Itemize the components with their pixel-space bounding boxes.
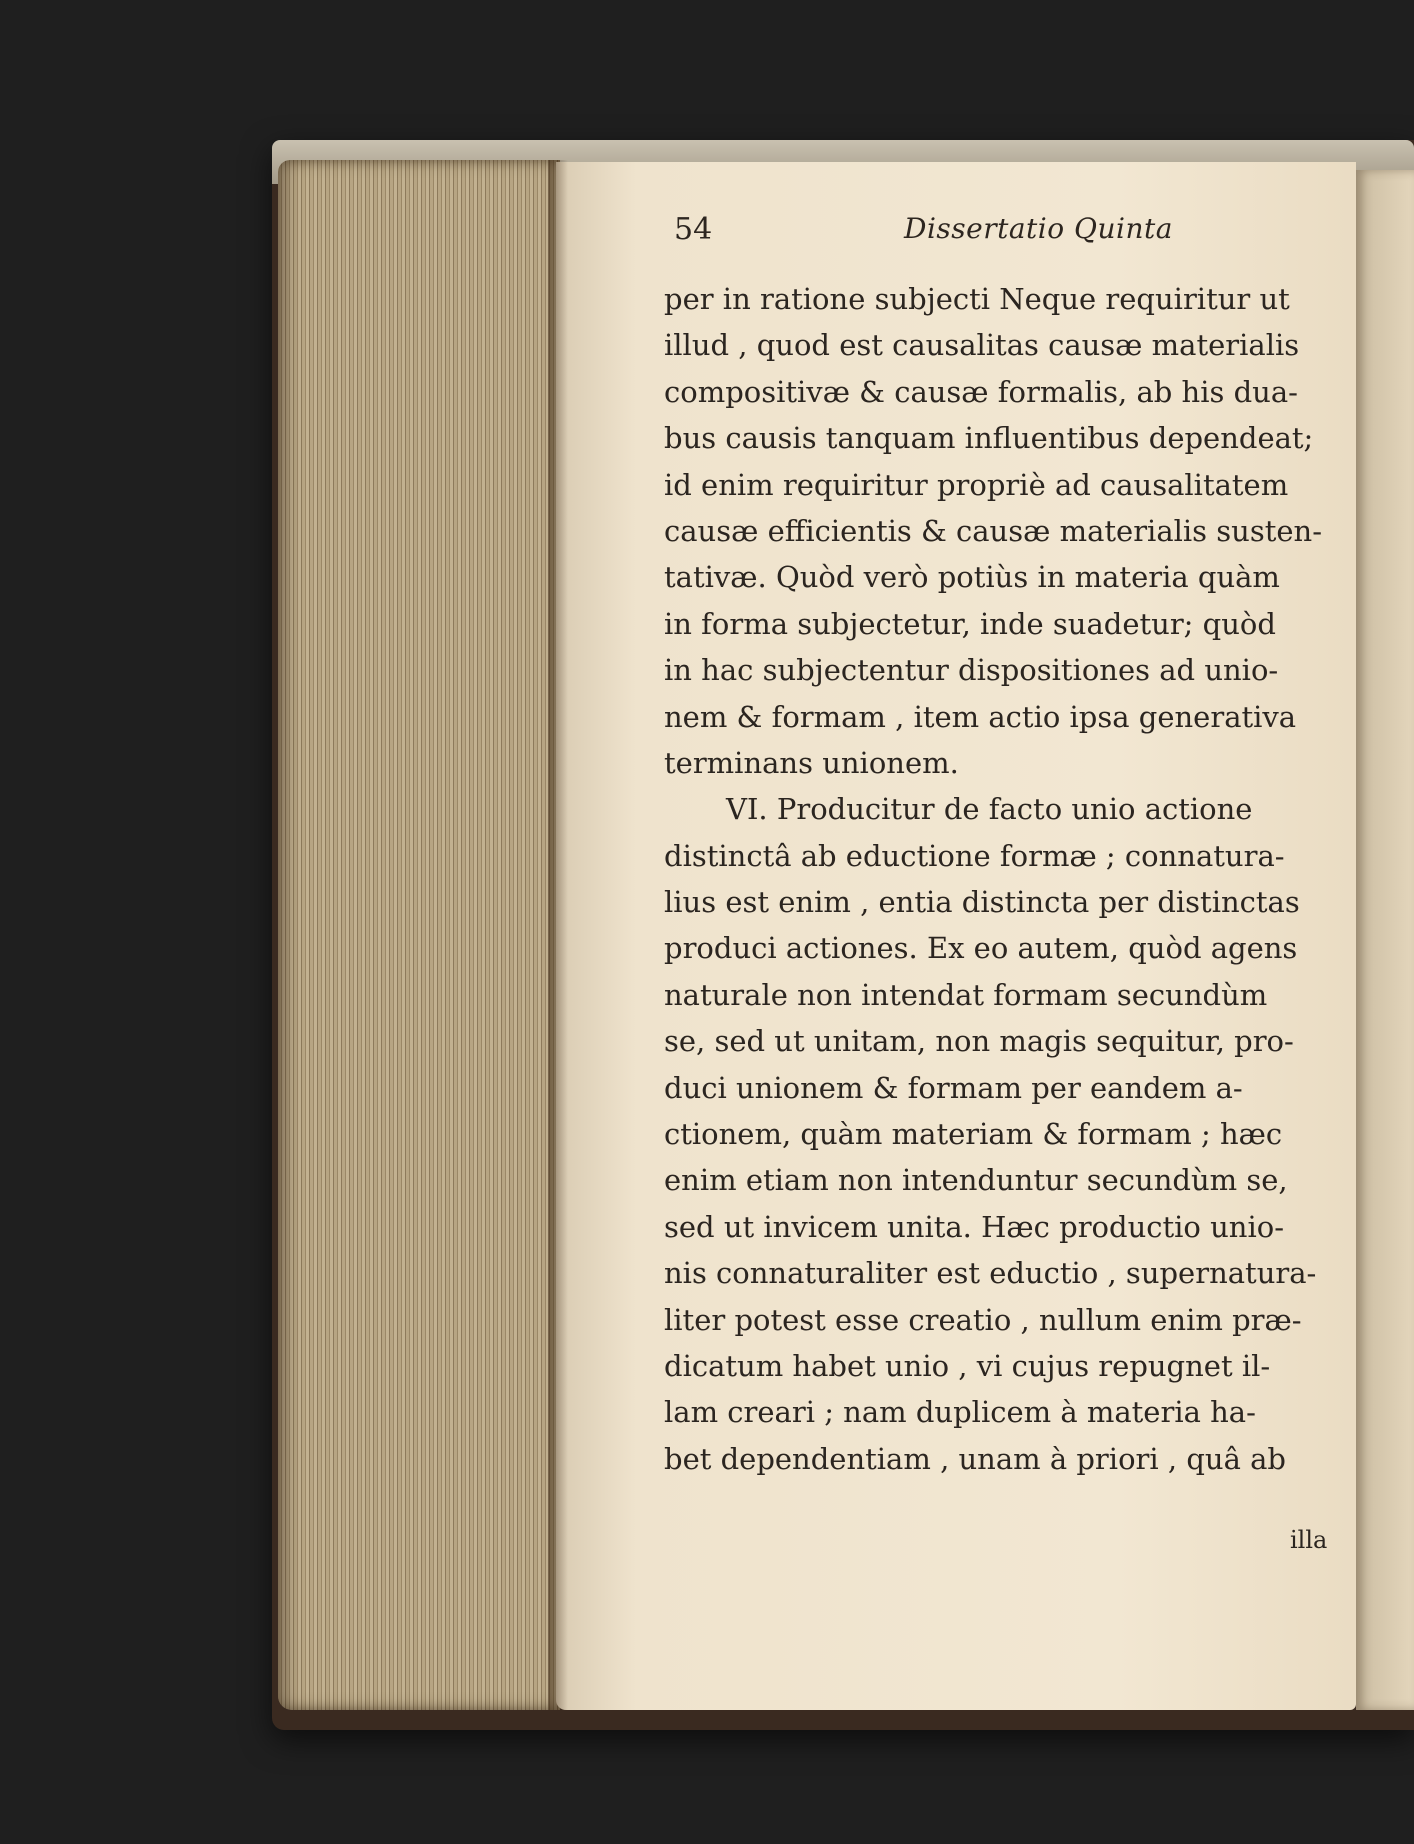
text-line: lius est enim , entia distincta per distinctas [664,885,1300,920]
page-number: 54 [674,212,713,247]
text-line: produci actiones. Ex eo autem, quòd agens [664,931,1298,966]
text-line: causæ efficientis & causæ materialis susten- [664,513,1323,548]
gutter-shadow [548,160,568,1710]
text-line: compositivæ & causæ formalis, ab his dua- [664,374,1298,409]
text-line: bus causis tanquam influentibus dependeat; [664,421,1314,456]
text-line: per in ratione subjecti Neque requiritur ut [664,282,1290,316]
text-line: in forma subjectetur, inde suadetur; quòd [664,606,1276,641]
right-page-edge [1356,170,1414,1710]
text-line: illud , quod est causalitas causæ materialis [664,328,1300,363]
running-head: Dissertatio Quinta [904,212,1173,245]
text-line: distinctâ ab eductione formæ ; connatura- [664,838,1285,873]
text-line: bet dependentiam , unam à priori , quâ ab [664,1441,1286,1476]
text-line: dicatum habet unio , vi cujus repugnet il- [664,1348,1271,1383]
text-line: nis connaturaliter est eductio , supernatura- [664,1256,1317,1291]
text-line: lam creari ; nam duplicem à materia ha- [664,1395,1256,1430]
text-line: duci unionem & formam per eandem a- [664,1070,1243,1105]
body-text [664,276,1354,1482]
catchword: illa [1290,1526,1328,1554]
text-line: sed ut invicem unita. Hæc productio unio- [664,1209,1284,1244]
text-line: id enim requiritur propriè ad causalitatem [664,467,1289,502]
text-line: in hac subjectentur dispositiones ad unio- [664,653,1279,688]
text-line: nem & formam , item actio ipsa generativa [664,699,1297,734]
section-start-line: VI. Producitur de facto unio actione [726,792,1253,827]
text-line: enim etiam non intenduntur secundùm se, [664,1163,1288,1198]
text-line: se, sed ut unitam, non magis sequitur, pro- [664,1024,1294,1059]
text-line: terminans unionem. [664,745,959,780]
text-line: liter potest esse creatio , nullum enim præ- [664,1302,1302,1337]
text-line: ctionem, quàm materiam & formam ; hæc [664,1117,1283,1152]
page-stack-edge [278,160,560,1710]
page-header [674,212,1234,252]
text-line: tativæ. Quòd verò potiùs in materia quàm [664,560,1280,595]
text-line: naturale non intendat formam secundùm [664,977,1268,1012]
